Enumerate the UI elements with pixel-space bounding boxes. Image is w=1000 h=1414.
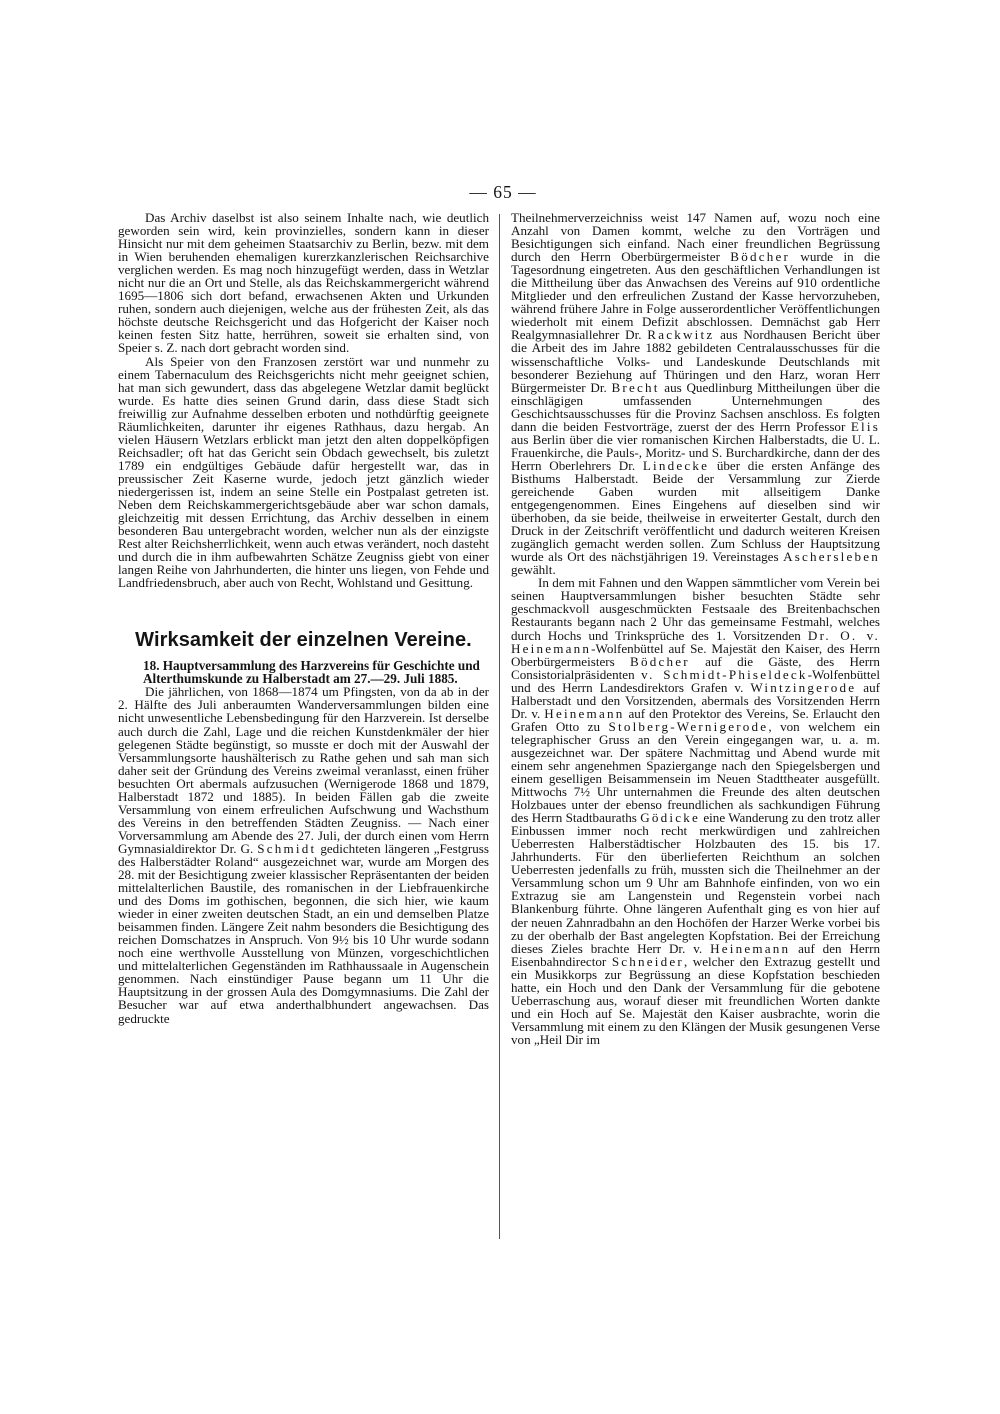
right-paragraph-2 [511,576,880,1046]
text-part: auf den Protektor des Vereins, Se. Erlaucht den Grafen Otto zu [511,705,880,734]
entry-text-part: Die jährlichen, von 1868—1874 um Pfingsten, von da ab in der 2. Hälfte des Juli anberaumten Wanderversammlungen bilden eine nicht unwesentliche Lebensbedingung für den Harzverein. Ist derselbe auch durch die Zahl, Lage und die reichen Kunstdenkmäler der hier gelegenen Städte begünstigt, so musste er doch mit der Auswahl der Versammlungsorte haushälterisch zu Rathe gehen und sah man sich daher seit der Gründung des Vereins zweimal veranlasst, einen früher besuchten Ort abermals aufzusuchen (Wernigerode 1868 und 1879, Halberstadt 1872 und 1885). In beiden Fällen gab die zweite Versammlung von einem erfreulichen Aufschwung und Wachsthum des Vereins in den betreffenden Städten Zeugniss. — Nach einer Vorversammlung am Abende des 27. Juli, der durch einen vom Herrn Gymnasialdirektor Dr. G. [118,684,489,856]
text-part: eine Wanderung zu den trotz aller Einbussen immer noch recht merkwürdigen und zahlreichen Ueberresten Halberstädtischer Holzbauten des 15. bis 17. Jahrhunderts. Für den überlieferten Reichthum an solchen Ueberresten jedenfalls zu früh, mussten sich die Theilnehmer an der Versammlung schon um 9 Uhr am Bahnhofe einfinden, von wo ein Extrazug sie am Langenstein und Regenstein vorbei nach Blankenburg führte. Ohne längeren Aufenthalt ging es von hier auf der neuen Zahnradbahn an den Hochöfen der Harzer Werke vorbei bis zu der oberhalb der Bast angelegten Kopfstation. Bei der Erreichung dieses Zieles brachte Herr Dr. v. [511,810,881,956]
text-part: gewählt. [511,562,556,578]
person-name-schmidt-phiseldeck: v. Schmidt-Phiseldeck [641,666,808,682]
text-part: aus Nordhausen Bericht über die Arbeit des im Jahre 1882 gebildeten Centralausschusses für die wissenschaftliche Volks- und Landeskunde Deutschlands mit besonderer Beziehung auf Thüringen und den Harz, woran Herr Bürgermeister Dr. [511,327,880,395]
person-name-goedicke: Gödicke [640,810,700,826]
person-name-heinemann: Heinemann [710,940,791,956]
section-heading: Wirksamkeit der einzelnen Vereine. [135,629,472,652]
text-part: -Wolfenbüttel und des Herrn Landesdirektors Grafen v. [511,666,880,695]
right-paragraph-1 [511,211,880,576]
person-name-lindecke: Lindecke [642,457,710,473]
column-divider [499,214,500,1239]
person-name-schmidt: Schmidt [257,840,317,856]
page-number: — 65 — [469,182,537,202]
text-part: auf den Herrn Eisenbahndirector [511,940,880,969]
person-name-boedcher: Bödcher [730,249,791,265]
text-part: wurde in die Tagesordnung eingetreten. Aus den geschäftlichen Verhandlungen ist die Mittheilung über das Anwachsen des Vereins auf 910 ordentliche Mitglieder und den erfreulichen Zustand der Kasse hervorzuheben, während frühere Jahre in Folge ausserordentlicher Veröffentlichungen wiederholt mit einem Defizit abschlossen. Demnächst gab Herr Realgymnasiallehrer Dr. [511,249,880,343]
text-part: In dem mit Fahnen und den Wappen sämmtlicher vom Verein bei seinen Hauptversammlungen bisher besuchten Städte sehr geschmackvoll ausgeschmückten Festsaale des Breitenbachschen Restaurants begann nach 2 Uhr das gemeinsame Festmahl, welches durch Hochs und Trinksprüche des 1. Vorsitzenden [511,575,880,643]
person-name-elis: Elis [850,418,880,434]
text-part: -Wolfenbüttel auf Se. Majestät den Kaiser, des Herrn Oberbürgermeisters [511,640,880,669]
person-name-wintzingerode: Wintzingerode [750,679,857,695]
archive-paragraph-2: Als Speier von den Franzosen zerstört war und nunmehr zu einem Tabernaculum des Reichsgerichts nicht mehr geeignet schien, hat man sich gewundert, dass das abgelegene Wetzlar damit beglückt wurde. Es hatte dies seinen Grund darin, dass diese Stadt sich freiwillig zur Aufnahme desselben erboten und nothdürftig geeignete Räumlichkeiten, darunter ihr eigenes Rathhaus, dazu hergab. An vielen Häusern Wetzlars erblickt man jetzt den alten doppelköpfigen Reichsadler; oft hat das Gericht sein Obdach gewechselt, bis zuletzt 1789 ein endgültiges Gebäude dafür hergestellt war, das in preussischer Zeit Kaserne wurde, jedoch jetzt gänzlich wieder niedergerissen ist, indem an seine Stelle ein Postpalast getreten ist. Neben dem Reichskammergerichtsgebäude aber war schon damals, gleichzeitig mit dessen Errichtung, das Archiv desselben in einem besonderen Bau untergebracht worden, welcher nun als der einzigste Rest alter Reichsherrlichkeit, wenn auch etwas verändert, noch dasteht und durch die in ihm aufbewahrten Schätze Zeugniss giebt von einer langen Reihe von Jahrhunderten, die hinter uns liegen, von Fehde und Landfriedensbruch, aber auch von Recht, Wohlstand und Gesittung. [118,353,489,591]
text-part: aus Berlin über die vier romanischen Kirchen Halberstadts, die U. L. Frauenkirche, die Pauls-, Moritz- und S. Burchardkirche, dann der des Herrn Oberlehrers Dr. [511,431,880,473]
text-part: Theilnehmerverzeichniss weist 147 Namen auf, wozu noch eine Anzahl von Damen kommt, welche zu den Vorträgen und Besichtigungen sich einfand. Nach einer freundlichen Begrüssung durch den Herrn Oberbürgermeister [511,210,880,265]
section-spacer [118,589,489,629]
person-name-heinemann: Dr. O. v. Heinemann [511,627,880,656]
place-name-aschersleben: Aschersleben [783,549,880,565]
archive-paragraph-1: Das Archiv daselbst ist also seinem Inhalte nach, wie deutlich geworden sein wird, kein provinzielles, sondern kann in dieser Hinsicht nur mit dem geheimen Staatsarchiv zu Berlin, bezw. mit dem in Wien beruhenden ehemaligen kurerzkanzlerischen Reichsarchive verglichen werden. Es mag noch hinzugefügt werden, dass in Wetzlar nicht nur die an Ort und Stelle, als das Reichskammergericht während 1695—1806 sich dort befand, erwachsenen Akten und Urkunden ruhen, sondern auch diejenigen, welche aus der frühesten Zeit, als das höchste deutsche Reichsgericht und das Hofgericht der Kaiser noch keinen festen Sitz hatte, herrühren, soweit sie erhalten sind, von Speier s. Z. nach dort gebracht worden sind. [118,210,489,356]
text-part: auf Halberstadt und den Vorsitzenden, abermals des Vorsitzenden Herrn Dr. v. [511,679,880,721]
person-name-schneider: Schneider [611,953,684,969]
text-part: , von welchem ein telegraphischer Gruss an den Verein eingegangen war, u. a. m. ausgezeichnet war. Der spätere Nachmittag und Abend wurde mit einem sehr angenehmen Spaziergange nach den Spiegelsbergen und einem geselligen Beisammensein im Neuen Stadttheater ausgefüllt. Mittwochs 7½ Uhr unternahmen die Freunde des alten deutschen Holzbaues unter der ebenso freundlichen als sachkundigen Führung des Herrn Stadtbauraths [511,718,880,826]
text-part: über die ersten Anfänge des Bisthums Halberstadt. Beide der Versammlung zur Zierde gereichende Gaben wurden mit allseitigem Danke entgegengenommen. Eines Eingehens auf dieselben sind wir überhoben, da sie beide, theilweise in erweiterter Gestalt, durch den Druck in der Zeitschrift veröffentlicht und dadurch weiteren Kreisen zugänglich gemacht werden sollen. Zum Schluss der Hauptsitzung wurde als Ort des nächstjährigen 19. Vereinstages [511,457,880,565]
right-column [511,211,880,1046]
entry-text-part: gedichteten längeren „Festgruss des Halberstädter Roland“ ausgezeichnet war, wurde am Morgen des 28. mit der Besichtigung zweier klassischer Repräsentanten der beiden mittelalterlichen Baustile, des romanischen in der Liebfrauenkirche und des Doms im gothischen, begonnen, die sich hier, wie kaum wieder in einer zweiten deutschen Stadt, an ein und demselben Platze beisammen finden. Längere Zeit nahm besonders die Besichtigung des reichen Domschatzes in Anspruch. Von 9½ bis 10 Uhr wurde sodann noch eine werthvolle Ausstellung von Münzen, vorgeschichtlichen und mittelalterlichen Gegenständen im Rathhaussaale in Augenschein genommen. Nach einstündiger Pause begann um 11 Uhr die Hauptsitzung in der grossen Aula des Domgymnasiums. Die Zahl der Besucher war auf etwa anderthalbhundert angewachsen. Das gedruckte [118,840,489,1026]
person-name-boedcher: Bödcher [630,653,690,669]
person-name-stolberg: Stolberg-Wernigerode [608,718,769,734]
text-part: , welcher den Extrazug gestellt und ein Musikkorps zur Begrüssung an diese Kopfstation beschieden hatte, ein Hoch und den Dank der Versammlung für die gebotene Ueberraschung aus, worauf dieser mit freundlichen Worten dankte und ein Hoch auf Se. Majestät den Kaiser ausbrachte, worin die Versammlung mit einem zu den Klängen der Musik gesungenen Verse von „Heil Dir im [511,953,880,1047]
person-name-brecht: Brecht [611,379,660,395]
entry-paragraph-1 [118,685,489,1024]
person-name-rackwitz: Rackwitz [647,327,715,343]
text-part: aus Quedlinburg Mittheilungen über die einschlägigen umfassenden Unternehmungen des Geschichtsausschusses für die Provinz Sachsen anschloss. Es folgten dann die beiden Festvorträge, zuerst der des Herrn Professor [511,379,880,434]
person-name-heinemann: Heinemann [544,705,625,721]
entry-heading: 18. Hauptversammlung des Harzvereins für Geschichte und Alterthumskunde zu Halberstadt am 27.—29. Juli 1885. [143,658,480,687]
left-column [118,211,489,1025]
text-part: auf die Gäste, des Herrn Consistorialpräsidenten [511,653,880,682]
